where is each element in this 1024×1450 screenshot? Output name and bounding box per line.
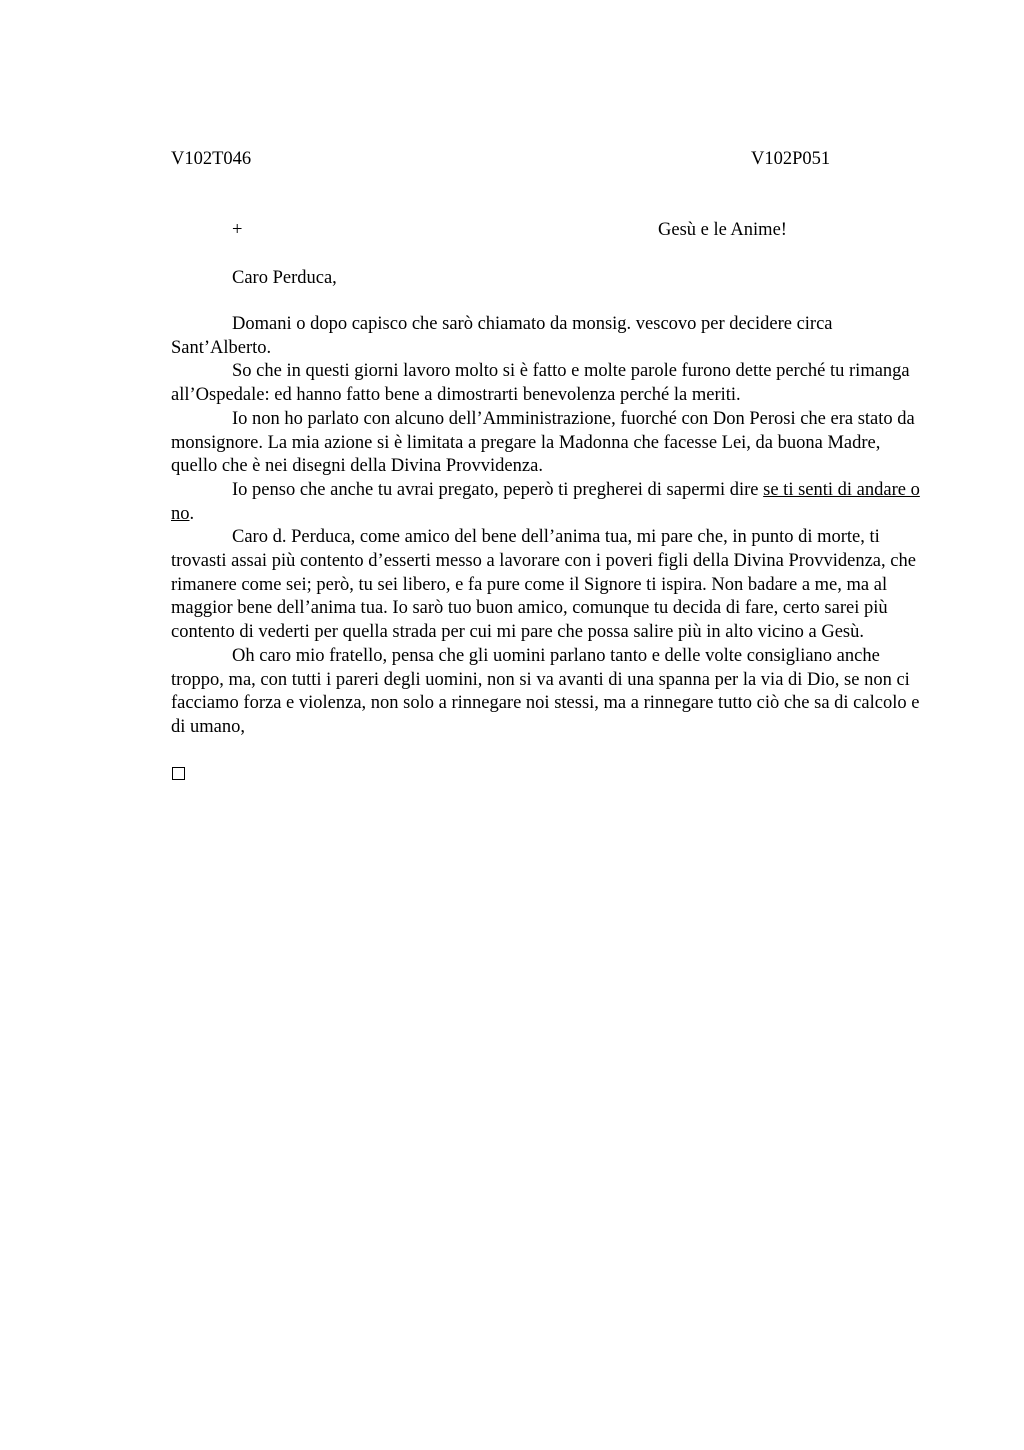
letter-body: [171, 313, 931, 740]
paragraph-4-text: Io penso che anche tu avrai pregato, peperò ti pregherei di sapermi dire: [232, 479, 764, 500]
paragraph-6: Oh caro mio fratello, pensa che gli uomini parlano tanto e delle volte consigliano anche troppo, ma, con tutti i pareri degli uomini, non si va avanti di una spanna per la via di Dio, se non ci facciamo forza e violenza, non solo a rinnegare noi stessi, ma a rinnegare tutto ciò che sa di calcolo e di umano,: [171, 645, 920, 737]
end-box-icon: [172, 767, 185, 780]
paragraph-5: Caro d. Perduca, come amico del bene dell’anima tua, mi pare che, in punto di morte, ti trovasti assai più contento d’esserti messo a lavorare con i poveri figli della Divina Provvidenza, che rimanere come sei; però, tu sei libero, e fa pure come il Signore ti ispira. Non badare a me, ma al maggior bene dell’anima tua. Io sarò tuo buon amico, comunque tu decida di fare, certo sarei più contento di vederti per quella strada per cui mi pare che possa salire più in alto vicino a Gesù.: [171, 527, 916, 643]
greeting: Caro Perduca,: [232, 268, 337, 288]
paragraph-3: Io non ho parlato con alcuno dell’Amministrazione, fuorché con Don Perosi che era stato da monsignore. La mia azione si è limitata a pregare la Madonna che facesse Lei, da buona Madre, quello che è nei disegni della Divina Provvidenza.: [171, 408, 915, 477]
document-code-left: V102T046: [171, 149, 252, 169]
paragraph-1: Domani o dopo capisco che sarò chiamato da monsig. vescovo per decidere circa Sant’Alberto.: [171, 314, 833, 358]
cross-symbol: +: [232, 220, 243, 240]
paragraph-4: [171, 479, 931, 526]
invocation: Gesù e le Anime!: [658, 220, 787, 240]
paragraph-2: So che in questi giorni lavoro molto si è fatto e molte parole furono dette perché tu rimanga all’Ospedale: ed hanno fatto bene a dimostrarti benevolenza perché la meriti.: [171, 361, 910, 406]
underlined-phrase: se ti senti di andare o no: [171, 479, 920, 524]
paragraph-4-end: .: [189, 503, 195, 524]
document-code-right: V102P051: [751, 149, 831, 169]
